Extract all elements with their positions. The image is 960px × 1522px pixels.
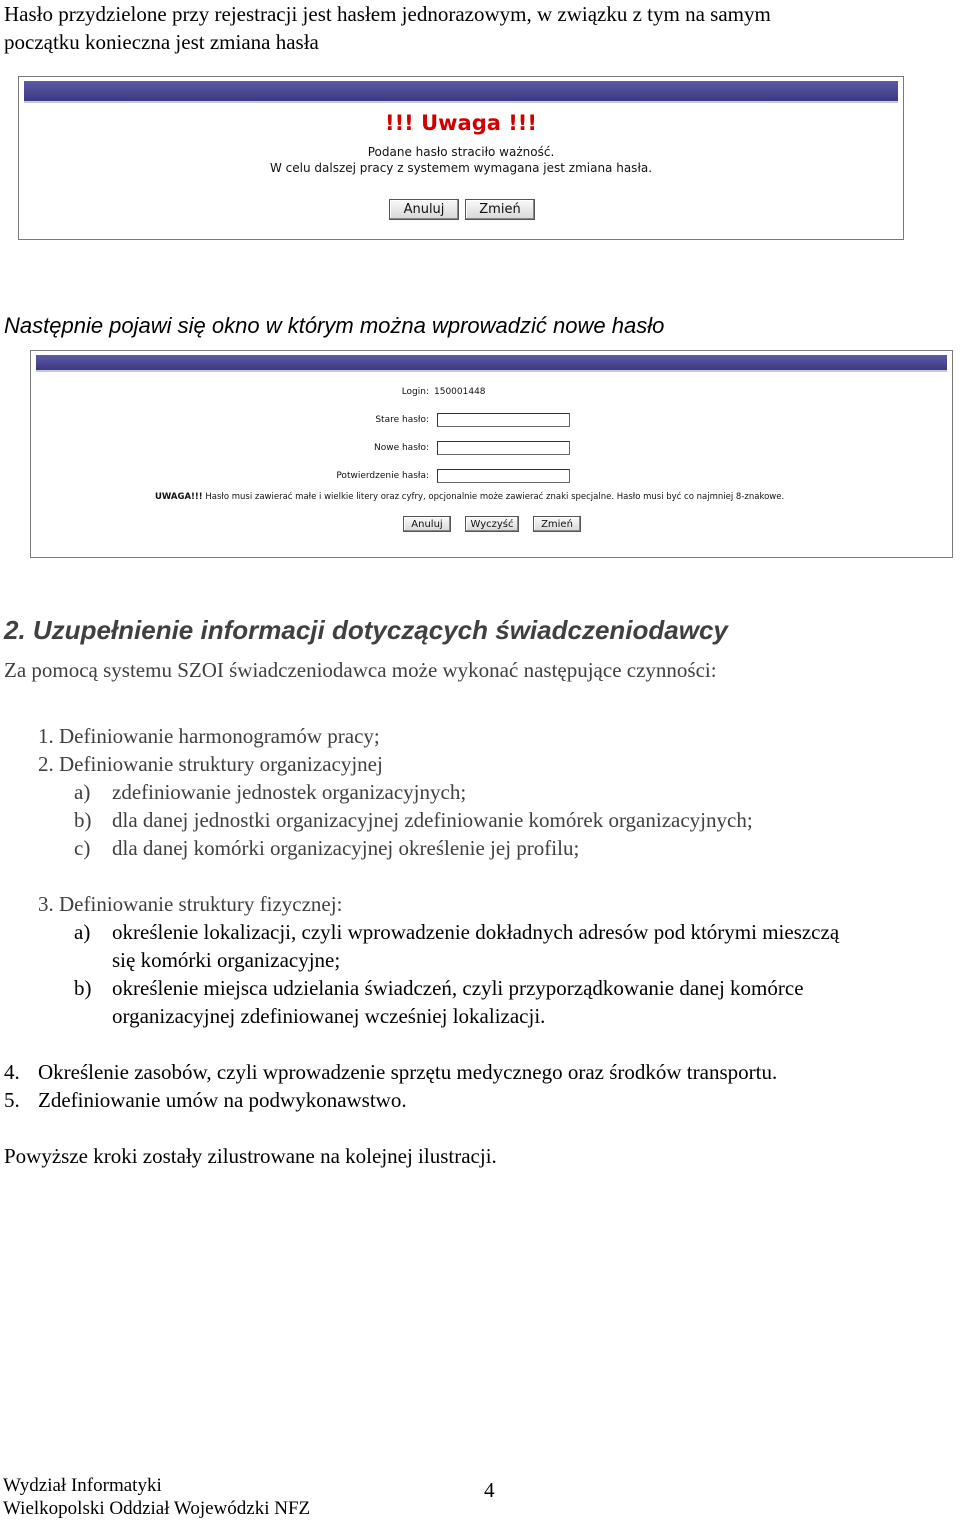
- dialog-title-bar: [24, 81, 898, 103]
- new-password-label: Nowe hasło:: [373, 443, 429, 453]
- warning-bold: UWAGA!!!: [155, 492, 203, 502]
- login-label: Login:: [401, 387, 429, 397]
- new-password-input[interactable]: [437, 441, 570, 455]
- expired-message: Podane hasło straciło ważność.: [367, 145, 555, 159]
- list-item-3a-marker: a): [74, 920, 91, 944]
- cancel-button[interactable]: Anuluj: [403, 516, 451, 532]
- list-item-2c-marker: c): [74, 836, 91, 860]
- list-item-2a-marker: a): [74, 780, 91, 804]
- clear-button[interactable]: Wyczyść: [465, 516, 519, 532]
- list-item-3: 3. Definiowanie struktury fizycznej:: [38, 892, 343, 916]
- section-heading: 2. Uzupełnienie informacji dotyczących świadczeniodawcy: [4, 615, 728, 645]
- confirm-password-input[interactable]: [437, 469, 570, 483]
- intro-line-1: Hasło przydzielone przy rejestracji jest hasłem jednorazowym, w związku z tym na samym: [4, 2, 771, 26]
- list-item-2a: zdefiniowanie jednostek organizacyjnych;: [112, 780, 467, 804]
- change-button[interactable]: Zmień: [465, 199, 535, 220]
- password-expired-dialog: [18, 76, 904, 240]
- list-item-3a-line-1: określenie lokalizacji, czyli wprowadzenie dokładnych adresów pod którymi mieszczą: [112, 920, 840, 944]
- change-button[interactable]: Zmień: [533, 516, 581, 532]
- login-value: 150001448: [434, 387, 486, 397]
- list-item-2: 2. Definiowanie struktury organizacyjnej: [38, 752, 383, 776]
- list-item-5-marker: 5.: [4, 1088, 20, 1112]
- intro-paragraph: [4, 0, 771, 56]
- list-item-3b-line-1: określenie miejsca udzielania świadczeń, czyli przyporządkowanie danej komórce: [112, 976, 804, 1000]
- password-rules-warning: [155, 492, 784, 502]
- change-required-message: W celu dalszej pracy z systemem wymagana jest zmiana hasła.: [269, 161, 653, 175]
- list-item-5: Zdefiniowanie umów na podwykonawstwo.: [38, 1088, 407, 1112]
- section-lead: Za pomocą systemu SZOI świadczeniodawca może wykonać następujące czynności:: [4, 658, 717, 682]
- old-password-input[interactable]: [437, 413, 570, 427]
- warning-title: !!! Uwaga !!!: [385, 111, 537, 135]
- list-item-2b-marker: b): [74, 808, 92, 832]
- list-item-1: 1. Definiowanie harmonogramów pracy;: [38, 724, 380, 748]
- warning-text: Hasło musi zawierać małe i wielkie litery oraz cyfry, opcjonalnie może zawierać znaki specjalne. Hasło musi być co najmniej 8-znakowe.: [202, 492, 785, 502]
- list-item-2b: dla danej jednostki organizacyjnej zdefiniowanie komórek organizacyjnych;: [112, 808, 753, 832]
- cancel-button[interactable]: Anuluj: [389, 199, 459, 220]
- closing-sentence: Powyższe kroki zostały zilustrowane na kolejnej ilustracji.: [4, 1144, 497, 1168]
- old-password-label: Stare hasło:: [375, 415, 429, 425]
- intro-line-2: początku konieczna jest zmiana hasła: [4, 30, 319, 54]
- list-item-4: Określenie zasobów, czyli wprowadzenie sprzętu medycznego oraz środków transportu.: [38, 1060, 778, 1084]
- form-title-bar: [36, 355, 947, 372]
- list-item-4-marker: 4.: [4, 1060, 20, 1084]
- caption: Następnie pojawi się okno w którym można wprowadzić nowe hasło: [4, 313, 665, 338]
- confirm-password-label: Potwierdzenie hasła:: [336, 471, 429, 481]
- list-item-3b-line-2: organizacyjnej zdefiniowanej wcześniej lokalizacji.: [112, 1004, 546, 1028]
- list-item-3a-line-2: się komórki organizacyjne;: [112, 948, 341, 972]
- page-number: 4: [484, 1478, 495, 1502]
- list-item-2c: dla danej komórki organizacyjnej określenie jej profilu;: [112, 836, 580, 860]
- footer-department: Wydział Informatyki: [3, 1475, 162, 1496]
- footer-organization: Wielkopolski Oddział Wojewódzki NFZ: [3, 1498, 311, 1519]
- change-password-form: [30, 350, 953, 558]
- list-item-3b-marker: b): [74, 976, 92, 1000]
